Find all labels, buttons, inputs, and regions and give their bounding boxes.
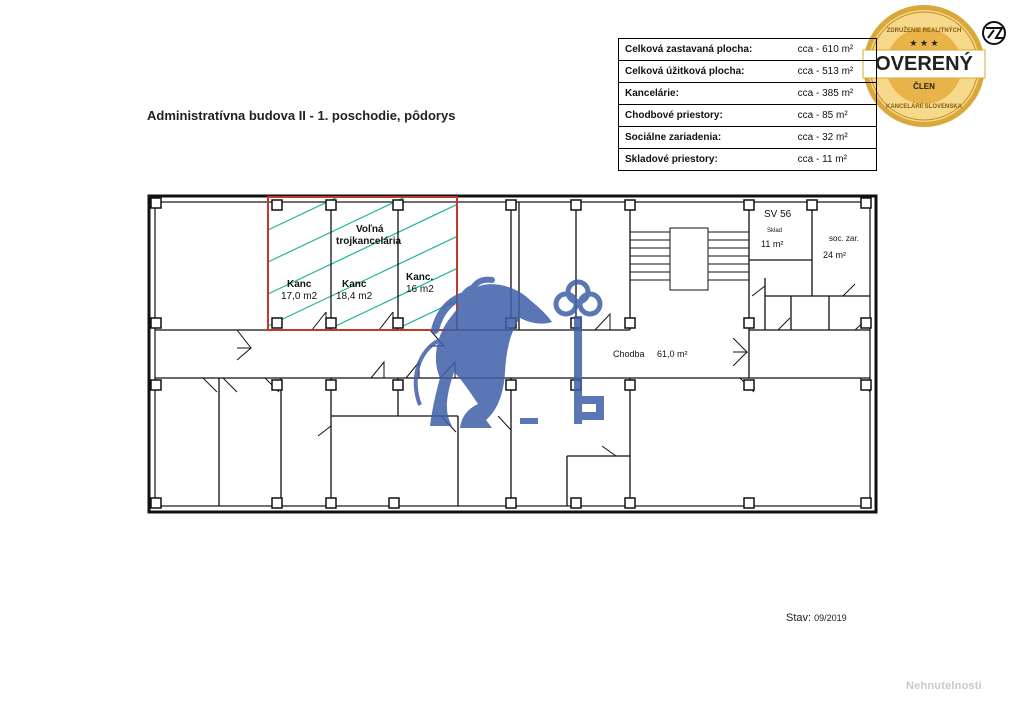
room-name: Kanc [342, 279, 367, 290]
badge-top-text: ZDRUŽENIE REALITNÝCH [886, 28, 962, 34]
site-watermark: Nehnutelnosti [906, 680, 982, 692]
status-date: 09/2019 [814, 613, 847, 623]
plan-title: Administratívna budova II - 1. poschodie, pôdorys [147, 108, 456, 123]
room-area: 61,0 m² [657, 349, 688, 359]
badge-main-text: OVERENÝ [875, 53, 973, 75]
area-label: Skladové priestory: [619, 149, 794, 171]
badge-member-text: ČLEN [913, 82, 935, 91]
area-label: Kancelárie: [619, 83, 794, 105]
area-value: cca - 513 m² [794, 61, 877, 83]
free-offices-label: trojkancelária [336, 236, 402, 247]
room-name: Chodba [613, 349, 645, 359]
room-sub: Sklad [767, 228, 783, 234]
area-label: Celková zastavaná plocha: [619, 39, 794, 61]
free-offices-label: Voľná [356, 224, 384, 235]
area-value: cca - 32 m² [794, 127, 877, 149]
room-area: 11 m² [761, 239, 784, 249]
area-label: Celková úžitková plocha: [619, 61, 794, 83]
area-value: cca - 85 m² [794, 105, 877, 127]
badge-stars-icon: ★ ★ ★ [909, 38, 939, 48]
badge-bottom-text: KANCELÁRIÍ SLOVENSKA [885, 104, 963, 110]
status-stamp [786, 612, 847, 624]
room-name: soc. zar. [829, 234, 859, 243]
room-name: Kanc. [406, 272, 434, 283]
room-area: 16 m2 [406, 284, 434, 295]
status-label: Stav: [786, 612, 812, 624]
room-area: 17,0 m2 [281, 291, 318, 302]
room-area: 24 m² [823, 250, 847, 260]
room-name: Kanc [287, 279, 312, 290]
area-value: cca - 385 m² [794, 83, 877, 105]
area-value: cca - 11 m² [794, 149, 877, 171]
room-area: 18,4 m2 [336, 291, 373, 302]
area-label: Chodbové priestory: [619, 105, 794, 127]
area-label: Sociálne zariadenia: [619, 127, 794, 149]
area-value: cca - 610 m² [794, 39, 877, 61]
room-name: SV 56 [764, 209, 792, 220]
